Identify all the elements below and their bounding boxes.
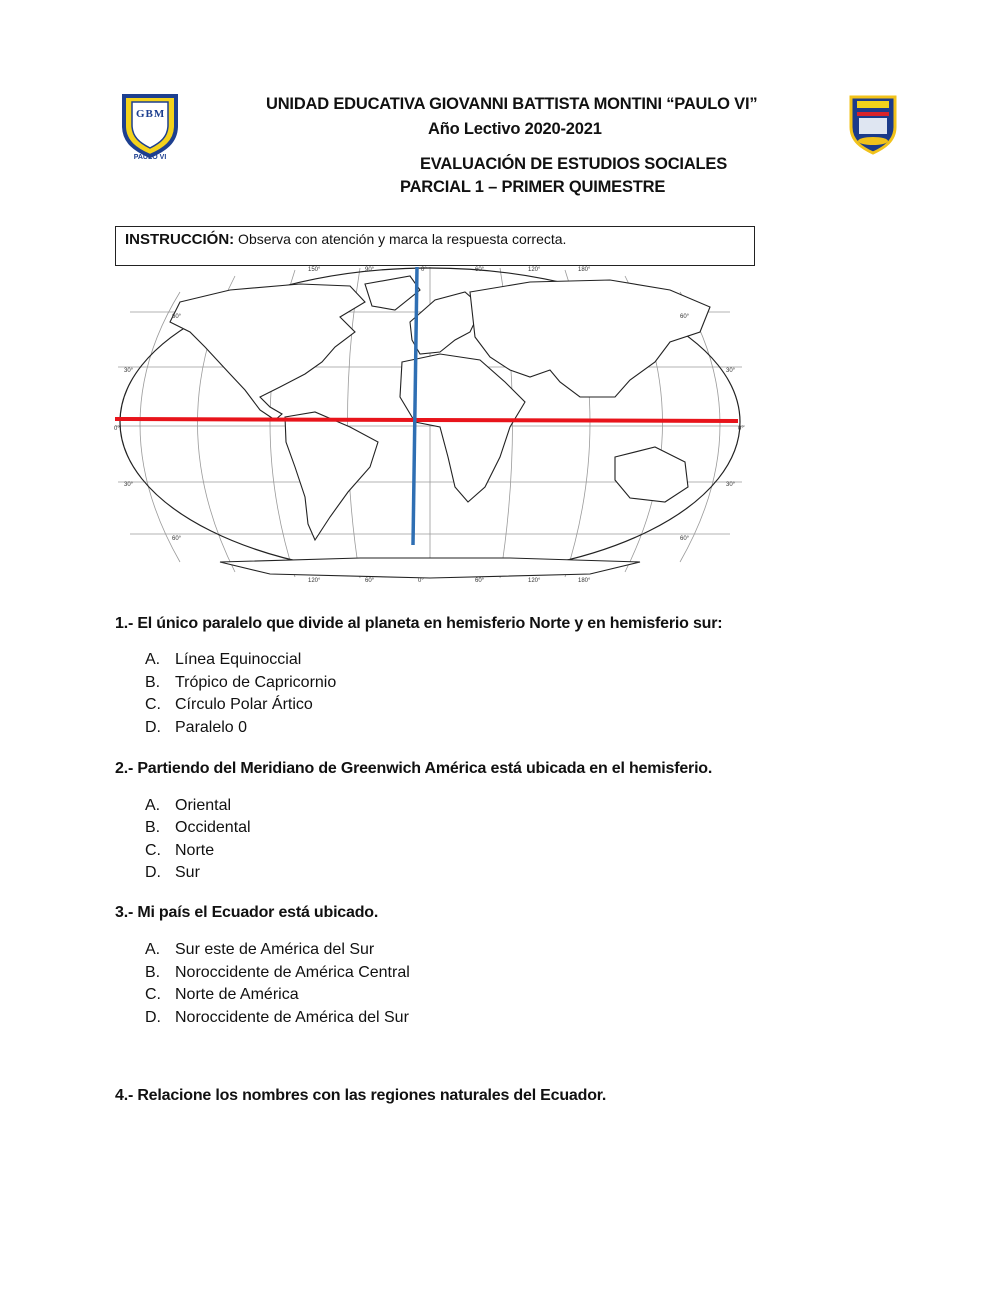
question-3-option-b[interactable] xyxy=(145,964,410,982)
instruction-line xyxy=(125,231,566,248)
question-3-option-a[interactable] xyxy=(145,941,374,959)
question-2-option-c[interactable] xyxy=(145,842,214,860)
option-letter: A. xyxy=(145,651,161,668)
question-2-option-a[interactable] xyxy=(145,797,231,815)
left-label: 60° xyxy=(172,536,182,542)
question-2-prompt: 2.- Partiendo del Meridiano de Greenwich América está ubicada en el hemisferio. xyxy=(115,760,713,777)
instruction-box xyxy=(115,226,755,266)
top-label: 0° xyxy=(421,267,427,273)
south-america-shape xyxy=(285,412,378,540)
question-2-option-b[interactable] xyxy=(145,819,251,837)
option-letter: A. xyxy=(145,941,161,958)
option-text: Norte xyxy=(175,842,215,859)
option-text: Occidental xyxy=(175,819,251,836)
left-label: 30° xyxy=(124,482,134,488)
bottom-label: 60° xyxy=(365,578,375,584)
option-text: Sur este de América del Sur xyxy=(175,941,375,958)
greenland-shape xyxy=(365,276,420,310)
right-label: 30° xyxy=(726,368,736,374)
right-label: 0° xyxy=(738,426,744,432)
logo-monogram: GBM xyxy=(136,108,166,120)
question-1-option-a[interactable] xyxy=(145,651,301,669)
world-map xyxy=(110,262,750,587)
left-label: 60° xyxy=(172,314,182,320)
top-label: 90° xyxy=(365,267,375,273)
option-text: Línea Equinoccial xyxy=(175,651,302,668)
right-label: 30° xyxy=(726,482,736,488)
option-text: Norte de América xyxy=(175,986,299,1003)
option-letter: C. xyxy=(145,842,161,859)
left-label: 30° xyxy=(124,368,134,374)
option-letter: A. xyxy=(145,797,161,814)
australia-shape xyxy=(615,447,688,502)
school-name: UNIDAD EDUCATIVA GIOVANNI BATTISTA MONTINI “PAULO VI” xyxy=(266,95,758,113)
school-logo-right xyxy=(848,93,898,155)
north-america-shape xyxy=(170,284,365,420)
bottom-label: 0° xyxy=(418,578,424,584)
question-1-option-d[interactable] xyxy=(145,719,247,737)
greenwich-meridian-line xyxy=(413,267,417,545)
question-2-option-d[interactable] xyxy=(145,864,200,882)
option-letter: C. xyxy=(145,696,161,713)
option-text: Noroccidente de América del Sur xyxy=(175,1009,409,1026)
top-label: 120° xyxy=(528,267,541,273)
school-logo-left xyxy=(118,92,182,164)
school-year: Año Lectivo 2020-2021 xyxy=(428,120,602,138)
option-letter: B. xyxy=(145,964,161,981)
continents xyxy=(170,276,710,578)
question-1-option-b[interactable] xyxy=(145,674,336,692)
option-text: Trópico de Capricornio xyxy=(175,674,337,691)
right-label: 60° xyxy=(680,314,690,320)
logo-caption: PAULO VI xyxy=(133,154,167,161)
option-text: Círculo Polar Ártico xyxy=(175,696,313,713)
bottom-label: 180° xyxy=(578,578,591,584)
option-letter: D. xyxy=(145,1009,161,1026)
asia-shape xyxy=(470,280,710,397)
option-text: Noroccidente de América Central xyxy=(175,964,410,981)
question-3-option-c[interactable] xyxy=(145,986,299,1004)
africa-shape xyxy=(400,354,525,502)
exam-term: PARCIAL 1 – PRIMER QUIMESTRE xyxy=(400,178,666,196)
option-letter: D. xyxy=(145,719,161,736)
question-3-option-d[interactable] xyxy=(145,1009,409,1027)
option-letter: C. xyxy=(145,986,161,1003)
top-label: 150° xyxy=(308,267,321,273)
question-3-prompt: 3.- Mi país el Ecuador está ubicado. xyxy=(115,904,379,921)
question-1-option-c[interactable] xyxy=(145,696,313,714)
instruction-text: Observa con atención y marca la respuesta correcta. xyxy=(234,231,567,247)
bottom-label: 120° xyxy=(528,578,541,584)
instruction-label: INSTRUCCIÓN: xyxy=(125,231,235,248)
bottom-label: 120° xyxy=(308,578,321,584)
equator-line xyxy=(115,419,738,421)
option-text: Sur xyxy=(175,864,200,881)
bottom-label: 60° xyxy=(475,578,485,584)
question-4-prompt: 4.- Relacione los nombres con las regiones naturales del Ecuador. xyxy=(115,1087,607,1104)
option-letter: B. xyxy=(145,819,161,836)
option-letter: B. xyxy=(145,674,161,691)
option-letter: D. xyxy=(145,864,161,881)
top-label: 180° xyxy=(578,267,591,273)
option-text: Paralelo 0 xyxy=(175,719,248,736)
right-label: 60° xyxy=(680,536,690,542)
exam-title: EVALUACIÓN DE ESTUDIOS SOCIALES xyxy=(420,155,728,173)
option-text: Oriental xyxy=(175,797,232,814)
top-label: 60° xyxy=(475,267,485,273)
left-label: 0° xyxy=(114,426,120,432)
crest-logo-icon xyxy=(848,93,898,155)
question-1-prompt: 1.- El único paralelo que divide al planeta en hemisferio Norte y en hemisferio sur: xyxy=(115,615,723,632)
antarctica-shape xyxy=(220,558,640,578)
